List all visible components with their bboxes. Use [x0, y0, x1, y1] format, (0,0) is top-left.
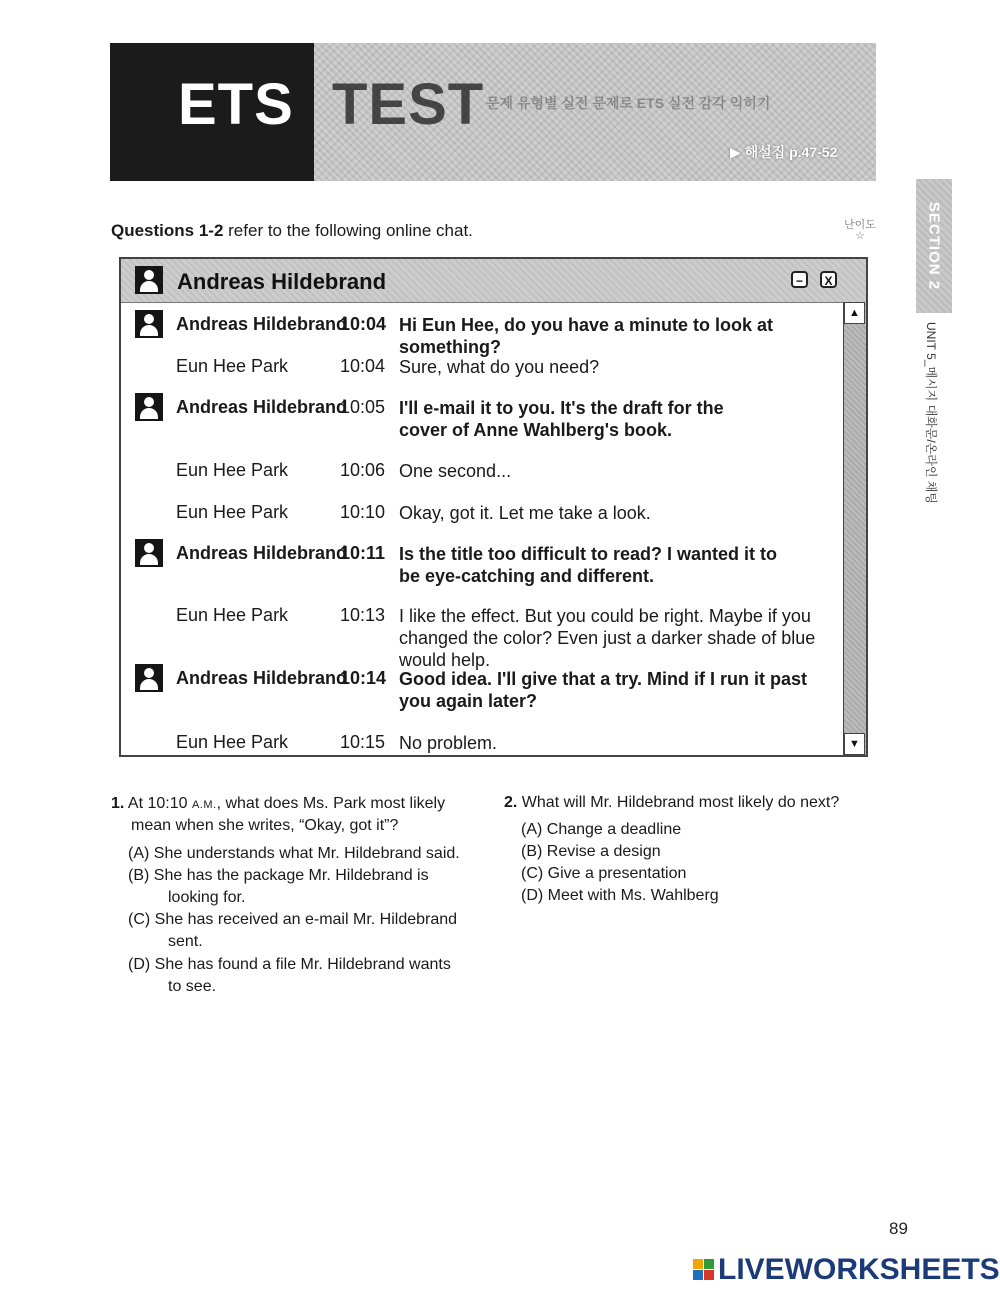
user-avatar-icon	[135, 539, 163, 567]
message-time: 10:13	[340, 605, 386, 625]
minimize-button[interactable]: −	[791, 271, 808, 288]
banner-subtitle: 문제 유형별 실전 문제로 ETS 실전 감각 익히기	[486, 95, 771, 111]
message-text: Hi Eun Hee, do you have a minute to look at something?	[399, 315, 774, 357]
close-button[interactable]: X	[820, 271, 837, 288]
section-side-tab	[916, 179, 952, 313]
question-2-option-c[interactable]: (C) Give a presentation	[521, 865, 687, 882]
question-1-option-c[interactable]: (C) She has received an e-mail Mr. Hildebrand	[128, 911, 458, 928]
message-text: Sure, what do you need?	[399, 357, 600, 377]
message-sender: Eun Hee Park	[176, 460, 289, 480]
difficulty-label: 난이도	[844, 219, 876, 231]
watermark-text: LIVEWORKSHEETS	[718, 1253, 1000, 1286]
message-text: Is the title too difficult to read? I wanted it to be eye-catching and different.	[399, 544, 777, 586]
scroll-up-icon[interactable]: ▲	[844, 302, 865, 324]
user-avatar-icon	[135, 310, 163, 338]
user-avatar-icon	[135, 664, 163, 692]
questions-intro	[111, 221, 473, 241]
message-time: 10:10	[340, 502, 386, 522]
question-2-option-b[interactable]: (B) Revise a design	[521, 843, 661, 860]
message-text: Good idea. I'll give that a try. Mind if I run it past you again later?	[399, 669, 807, 711]
question-1-option-d-cont[interactable]: to see.	[168, 978, 217, 995]
section-label: SECTION 2	[925, 201, 943, 291]
liveworksheets-watermark[interactable]	[693, 1253, 1000, 1287]
message-text: Okay, got it. Let me take a look.	[399, 503, 651, 523]
chat-scrollbar[interactable]	[843, 302, 866, 755]
question-2-option-a[interactable]: (A) Change a deadline	[521, 821, 682, 838]
banner-ets-text: ETS	[178, 72, 294, 137]
question-1-option-b[interactable]: (B) She has the package Mr. Hildebrand is	[128, 867, 429, 884]
questions-intro-text: refer to the following online chat.	[223, 221, 473, 240]
message-text: No problem.	[399, 733, 498, 753]
question-text: What will Mr. Hildebrand most likely do next?	[521, 794, 840, 811]
liveworksheets-logo-icon	[693, 1259, 715, 1281]
questions-range: Questions 1-2	[111, 221, 224, 240]
message-sender: Eun Hee Park	[176, 502, 289, 522]
message-sender: Eun Hee Park	[176, 605, 289, 625]
difficulty-star-icon: ☆	[855, 230, 865, 242]
user-avatar-icon	[135, 393, 163, 421]
question-1-stem	[111, 793, 445, 816]
question-1-option-a[interactable]: (A) She understands what Mr. Hildebrand said.	[128, 845, 460, 862]
message-time: 10:05	[340, 397, 386, 417]
question-1-option-d[interactable]: (D) She has found a file Mr. Hildebrand wants	[128, 956, 451, 973]
banner-page-reference: ▶ 해설집 p.47-52	[730, 144, 838, 160]
question-2-option-d[interactable]: (D) Meet with Ms. Wahlberg	[521, 887, 719, 904]
scroll-down-icon[interactable]: ▼	[844, 733, 865, 755]
question-number: 1.	[111, 795, 125, 812]
message-time: 10:04	[340, 356, 386, 376]
question-2-stem	[504, 792, 839, 814]
message-time: 10:11	[340, 543, 386, 563]
question-1-stem-line2: mean when she writes, “Okay, got it”?	[131, 817, 399, 834]
banner-test-text: TEST	[332, 72, 485, 137]
message-time: 10:06	[340, 460, 386, 480]
chat-window	[119, 257, 868, 757]
message-sender: Eun Hee Park	[176, 356, 289, 376]
difficulty-indicator	[842, 220, 878, 242]
message-time: 10:15	[340, 732, 386, 752]
message-sender: Andreas Hildebrand	[176, 668, 348, 688]
question-number: 2.	[504, 794, 518, 811]
message-sender: Andreas Hildebrand	[176, 543, 348, 563]
chat-title: Andreas Hildebrand	[177, 269, 387, 294]
message-time: 10:14	[340, 668, 387, 688]
page-number: 89	[889, 1219, 908, 1238]
message-time: 10:04	[340, 314, 387, 334]
message-text: One second...	[399, 461, 512, 481]
user-avatar-icon	[135, 266, 163, 294]
message-sender: Andreas Hildebrand	[176, 397, 348, 417]
message-text: I like the effect. But you could be right. Maybe if you changed the color? Even just a darker shade of blue would help.	[399, 606, 816, 670]
ets-test-banner	[110, 43, 876, 181]
question-text: At 10:10	[127, 795, 192, 812]
question-1-option-b-cont[interactable]: looking for.	[168, 889, 246, 906]
unit-side-label	[922, 322, 942, 502]
unit-label: UNIT 5_메시지 대화문/온라인 채팅	[924, 322, 938, 504]
question-1-option-c-cont[interactable]: sent.	[168, 933, 203, 950]
message-sender: Andreas Hildebrand	[176, 314, 348, 334]
question-ampm: A.M.	[191, 799, 217, 811]
chat-title-bar	[121, 259, 866, 303]
message-sender: Eun Hee Park	[176, 732, 289, 752]
question-text: , what does Ms. Park most likely	[216, 795, 446, 812]
message-text: I'll e-mail it to you. It's the draft for the cover of Anne Wahlberg's book.	[399, 398, 724, 440]
